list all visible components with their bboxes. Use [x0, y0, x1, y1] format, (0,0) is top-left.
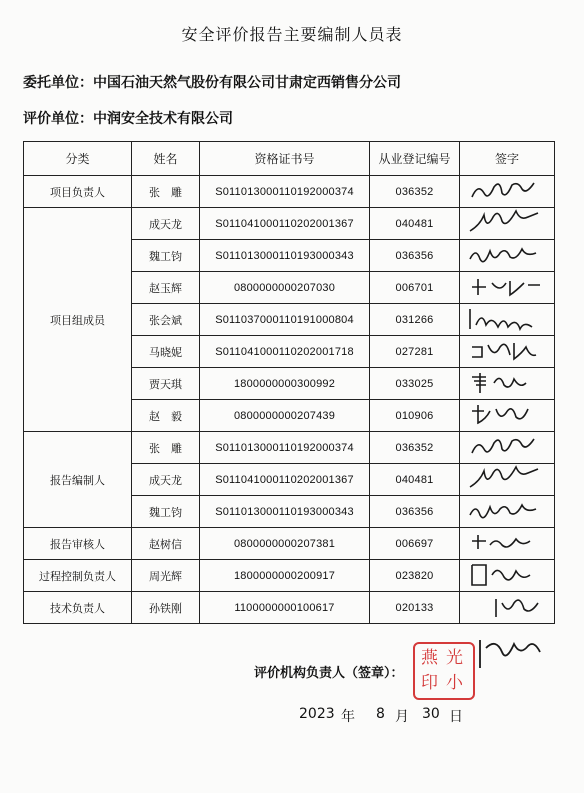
signature-cell: [460, 592, 555, 624]
handwritten-signature: [466, 369, 546, 397]
handwritten-signature: [466, 465, 546, 493]
category-cell: 项目组成员: [24, 208, 132, 432]
name-cell: 赵树信: [132, 528, 200, 560]
name-cell: 赵玉辉: [132, 272, 200, 304]
cert-cell: S011037000110191000804: [200, 304, 370, 336]
cert-cell: 0800000000207439: [200, 400, 370, 432]
table-row: [24, 176, 555, 208]
name-cell: 张 雕: [132, 432, 200, 464]
handwritten-signature: [466, 561, 546, 589]
handwritten-signature: [466, 497, 546, 525]
handwritten-signature: [466, 529, 546, 557]
reg-cell: 036352: [370, 432, 460, 464]
name-cell: 孙铁刚: [132, 592, 200, 624]
category-cell: 报告编制人: [24, 432, 132, 528]
client-label: 委托单位：: [23, 75, 93, 91]
category-cell: 项目负责人: [24, 176, 132, 208]
handwritten-signature: [466, 433, 546, 461]
table-row: [24, 208, 555, 240]
signature-cell: [460, 464, 555, 496]
director-signature: [474, 634, 554, 674]
table-row: [24, 528, 555, 560]
reg-cell: 040481: [370, 464, 460, 496]
name-cell: 张会斌: [132, 304, 200, 336]
cert-cell: S011041000110202001718: [200, 336, 370, 368]
cert-cell: 0800000000207030: [200, 272, 370, 304]
reg-cell: 010906: [370, 400, 460, 432]
date-month-unit: 月: [395, 709, 409, 725]
cert-cell: S011013000110192000374: [200, 432, 370, 464]
cert-cell: 1800000000200917: [200, 560, 370, 592]
cert-cell: 0800000000207381: [200, 528, 370, 560]
name-cell: 张 雕: [132, 176, 200, 208]
name-cell: 周光辉: [132, 560, 200, 592]
date-day: 30: [422, 706, 440, 722]
cert-cell: S011013000110192000374: [200, 176, 370, 208]
personnel-table: [23, 141, 555, 624]
handwritten-signature: [466, 593, 546, 621]
date-year-unit: 年: [341, 709, 355, 725]
signature-cell: [460, 336, 555, 368]
reg-cell: 006701: [370, 272, 460, 304]
cert-cell: S011013000110193000343: [200, 496, 370, 528]
responsible-person-label: 评价机构负责人（签章）：: [254, 666, 404, 681]
seal-char: 光: [446, 648, 463, 668]
seal-char: 燕: [421, 648, 438, 668]
cert-cell: S011041000110202001367: [200, 208, 370, 240]
reg-cell: 027281: [370, 336, 460, 368]
cert-cell: S011041000110202001367: [200, 464, 370, 496]
handwritten-signature: [466, 209, 546, 237]
name-cell: 魏工钧: [132, 240, 200, 272]
signature-cell: [460, 304, 555, 336]
reg-cell: 036352: [370, 176, 460, 208]
signature-cell: [460, 496, 555, 528]
handwritten-signature: [466, 241, 546, 269]
signature-cell: [460, 240, 555, 272]
reg-cell: 036356: [370, 496, 460, 528]
signature-cell: [460, 208, 555, 240]
signature-cell: [460, 368, 555, 400]
cert-cell: 1100000000100617: [200, 592, 370, 624]
table-row: [24, 432, 555, 464]
reg-cell: 023820: [370, 560, 460, 592]
header-category: 分类: [24, 142, 132, 176]
signature-cell: [460, 176, 555, 208]
table-header-row: [24, 142, 555, 176]
evaluator-line: [23, 108, 233, 128]
category-cell: 技术负责人: [24, 592, 132, 624]
evaluator-name: 中润安全技术有限公司: [93, 111, 233, 127]
reg-cell: 036356: [370, 240, 460, 272]
name-cell: 马晓妮: [132, 336, 200, 368]
category-cell: 过程控制负责人: [24, 560, 132, 592]
reg-cell: 020133: [370, 592, 460, 624]
header-signature: 签字: [460, 142, 555, 176]
name-cell: 贾天琪: [132, 368, 200, 400]
table-row: [24, 560, 555, 592]
date-day-unit: 日: [449, 709, 463, 725]
cert-cell: S011013000110193000343: [200, 240, 370, 272]
cert-cell: 1800000000300992: [200, 368, 370, 400]
signature-cell: [460, 400, 555, 432]
evaluator-label: 评价单位：: [23, 111, 93, 127]
signature-cell: [460, 272, 555, 304]
category-cell: 报告审核人: [24, 528, 132, 560]
header-cert: 资格证书号: [200, 142, 370, 176]
handwritten-signature: [466, 401, 546, 429]
client-line: [23, 72, 401, 92]
table-row: [24, 592, 555, 624]
seal-char: 小: [446, 673, 463, 693]
handwritten-signature: [466, 273, 546, 301]
reg-cell: 006697: [370, 528, 460, 560]
document-title: 安全评价报告主要编制人员表: [181, 25, 403, 44]
red-seal-stamp: [413, 642, 475, 700]
date-month: 8: [376, 706, 385, 722]
header-reg: 从业登记编号: [370, 142, 460, 176]
reg-cell: 040481: [370, 208, 460, 240]
client-name: 中国石油天然气股份有限公司甘肃定西销售分公司: [93, 75, 401, 91]
name-cell: 魏工钧: [132, 496, 200, 528]
name-cell: 成天龙: [132, 208, 200, 240]
reg-cell: 031266: [370, 304, 460, 336]
signature-cell: [460, 528, 555, 560]
seal-char: 印: [421, 673, 438, 693]
handwritten-signature: [466, 305, 546, 333]
handwritten-signature: [466, 337, 546, 365]
reg-cell: 033025: [370, 368, 460, 400]
name-cell: 成天龙: [132, 464, 200, 496]
name-cell: 赵 毅: [132, 400, 200, 432]
signature-cell: [460, 432, 555, 464]
signature-cell: [460, 560, 555, 592]
handwritten-signature: [466, 177, 546, 205]
header-name: 姓名: [132, 142, 200, 176]
date-year: 2023: [299, 706, 335, 722]
